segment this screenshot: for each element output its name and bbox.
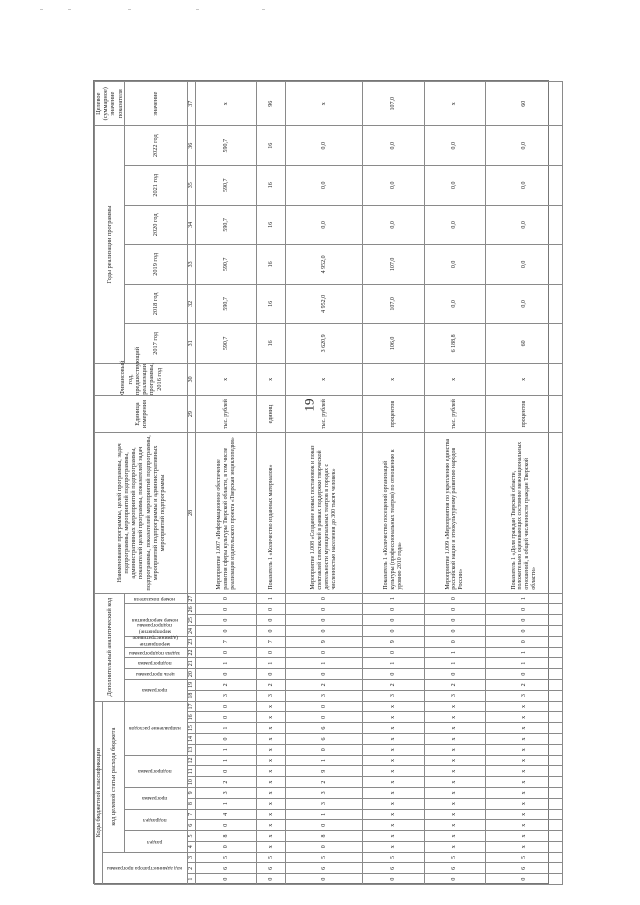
code-cell: 1 [285,755,363,766]
code-cell: 3 [424,690,485,701]
table-row [285,82,363,885]
code-cell: x [363,744,424,755]
code-cell: 0 [424,636,485,647]
goal-header: цель программы [124,669,187,680]
code-cell: 1 [257,593,285,604]
code-cell: 1 [196,798,257,809]
fin-prev-cell: x [485,363,563,395]
code-cell: x [485,809,563,820]
year-value-cell: 0,0 [285,126,363,166]
code-cell: 1 [363,593,424,604]
year-value-cell: 16 [257,245,285,285]
task-header: задача подпрограммы [124,647,187,658]
column-number: 35 [188,166,196,206]
code-cell: 0 [196,841,257,852]
code-cell: 0 [485,669,563,680]
code-cell: 9 [285,766,363,777]
year-value-cell: 0,0 [424,166,485,206]
column-number: 6 [188,820,196,831]
code-cell: 0 [196,734,257,745]
code-cell: 0 [424,615,485,626]
year-2022-header: 2022 год [124,126,187,166]
year-value-cell: 60 [485,324,563,364]
code-cell: 0 [363,669,424,680]
code-cell: x [363,841,424,852]
code-cell: 0 [196,647,257,658]
code-cell: 6 [285,723,363,734]
code-cell: 2 [257,679,285,690]
subprogram-ac-header: подпрограмма [124,658,187,669]
code-cell: 1 [196,658,257,669]
code-cell: 0 [485,874,563,885]
column-number: 18 [188,690,196,701]
table-row [196,82,257,885]
code-cell: 0 [285,647,363,658]
year-value-cell: 0,0 [424,205,485,245]
code-cell: 1 [196,755,257,766]
activity-number-header: номер мероприятия [124,604,187,636]
column-number: 1 [188,874,196,885]
code-cell: 6 [257,863,285,874]
target-cell: 107,0 [363,82,424,126]
column-number: 14 [188,734,196,745]
code-cell: 2 [285,679,363,690]
code-cell: 0 [363,626,424,637]
code-cell: 0 [257,647,285,658]
code-cell: x [424,841,485,852]
year-value-cell: 590,7 [196,126,257,166]
code-cell: 0 [257,874,285,885]
code-cell: x [363,809,424,820]
code-cell: x [424,777,485,788]
code-cell: 6 [285,863,363,874]
code-cell: x [485,755,563,766]
column-number: 4 [188,841,196,852]
year-value-cell: 0,0 [424,245,485,285]
column-number: 7 [188,809,196,820]
code-cell: x [257,712,285,723]
code-cell: x [257,787,285,798]
column-number: 12 [188,755,196,766]
code-cell: 0 [196,712,257,723]
code-cell: 0 [285,744,363,755]
year-2017-header: 2017 год [124,324,187,364]
codes-group-header: Коды бюджетной классификации [95,701,103,884]
column-number: 10 [188,777,196,788]
code-cell: x [363,766,424,777]
column-number: 20 [188,669,196,680]
code-cell: 3 [196,787,257,798]
code-cell: x [485,734,563,745]
code-cell: 0 [285,604,363,615]
code-cell: x [363,712,424,723]
code-cell: x [485,744,563,755]
unit-cell: процентов [485,396,563,433]
target-cell: 60 [485,82,563,126]
column-number: 16 [188,712,196,723]
column-number: 26 [188,604,196,615]
year-value-cell: 107,0 [363,245,424,285]
code-cell: x [257,831,285,842]
target-cell: x [424,82,485,126]
code-cell: x [485,787,563,798]
code-cell: 0 [285,701,363,712]
code-cell: x [257,841,285,852]
code-cell: 3 [285,787,363,798]
code-cell: 6 [363,863,424,874]
row-name: Показатель 1 «Количество изданных материалов» [257,433,285,594]
column-number: 29 [188,396,196,433]
code-cell: 1 [485,647,563,658]
code-cell: x [257,734,285,745]
target-cell: 96 [257,82,285,126]
year-value-cell: 16 [257,166,285,206]
program-ac-header: программа [124,679,187,701]
year-value-cell: 590,7 [196,205,257,245]
code-cell: 0 [285,626,363,637]
code-cell: x [485,777,563,788]
code-cell: 0 [424,669,485,680]
code-cell: x [363,701,424,712]
code-cell: 0 [485,604,563,615]
year-value-cell: 590,7 [196,245,257,285]
column-number: 23 [188,636,196,647]
code-cell: x [424,766,485,777]
code-cell: x [257,744,285,755]
target-cell: x [285,82,363,126]
column-number: 25 [188,615,196,626]
year-value-cell: 590,7 [196,284,257,324]
code-cell: 5 [424,852,485,863]
column-number: 22 [188,647,196,658]
row-name: Показатель 1 «Количество посещений организаций культуры (профессиональных театров) по отношению к уровню 2010 года» [363,433,424,594]
code-cell: 5 [257,852,285,863]
unit-cell: тыс. рублей [196,396,257,433]
code-cell: x [363,798,424,809]
row-name: Мероприятие 1.008 «Создание новых постановок и показ спектаклей спектаклей в рамках поддержки творческой деятельности муниципальных театров в городах с численностью населения до 300 тысяч человек» [285,433,363,594]
fin-prev-cell: x [257,363,285,395]
fin-prev-cell: x [363,363,424,395]
expense-direction-header: направление расходов [124,701,187,755]
budget-table-frame [93,80,549,884]
code-cell: x [485,712,563,723]
fin-prev-header: Финансовый год, предшествующий реализации программы, 2016 год [95,363,188,395]
column-number-row [188,82,196,885]
code-cell: x [485,798,563,809]
code-cell: 3 [285,798,363,809]
year-value-cell: 0,0 [363,166,424,206]
code-cell: x [363,777,424,788]
column-number: 21 [188,658,196,669]
column-number: 17 [188,701,196,712]
year-2019-header: 2019 год [124,245,187,285]
code-cell: 0 [196,701,257,712]
code-cell: x [485,820,563,831]
code-cell: 1 [257,658,285,669]
code-cell: x [485,766,563,777]
code-cell: 9 [285,636,363,647]
code-cell: 2 [363,679,424,690]
year-value-cell: 0,0 [485,166,563,206]
code-cell: 1 [363,658,424,669]
code-cell: x [424,701,485,712]
row-name: Мероприятие 1.009 «Мероприятия по укреплению единства российской нации и этнокультурному развитию народов России» [424,433,485,594]
code-cell: 0 [363,874,424,885]
code-cell: x [424,712,485,723]
unit-header: Единица измерения [95,396,188,433]
column-number: 15 [188,723,196,734]
code-cell: x [424,755,485,766]
code-cell: 1 [424,658,485,669]
code-cell: x [424,831,485,842]
code-cell: x [257,798,285,809]
year-value-cell: 107,0 [363,284,424,324]
code-cell: 0 [196,626,257,637]
code-cell: 2 [285,777,363,788]
code-cell: 7 [257,636,285,647]
code-cell: 0 [196,820,257,831]
code-cell: 0 [196,766,257,777]
code-cell: x [424,734,485,745]
year-value-cell: 0,0 [285,166,363,206]
indicator-number-header: номер показателя [124,593,187,604]
code-cell: 0 [257,604,285,615]
code-cell: 3 [196,690,257,701]
column-number: 28 [188,433,196,594]
target-group-header: Целевое (суммарное) значение показателя [95,82,125,126]
code-cell: x [257,777,285,788]
target-value-header: значение [124,82,187,126]
fin-prev-cell: x [285,363,363,395]
code-cell: 2 [485,679,563,690]
code-cell: 5 [196,852,257,863]
code-cell: 0 [363,615,424,626]
column-number: 27 [188,593,196,604]
year-value-cell: 0,0 [363,205,424,245]
fin-prev-cell: x [196,363,257,395]
code-cell: x [363,734,424,745]
code-cell: 0 [257,615,285,626]
table-row [424,82,485,885]
code-cell: 1 [285,658,363,669]
admin-code-header: код администратора программы [103,852,188,884]
year-value-cell: 16 [257,126,285,166]
year-value-cell: 16 [257,324,285,364]
code-cell: x [424,809,485,820]
code-cell: 3 [485,690,563,701]
page-number: 19 [301,398,317,412]
target-cell: x [196,82,257,126]
row-name: Мероприятие 1.007 «Информационное обеспечение развития сферы культуры Тверской области, в том числе реализация издательского проекта «Тверская энциклопедия» [196,433,257,594]
fin-prev-cell: x [424,363,485,395]
code-cell: x [363,787,424,798]
code-cell: x [485,701,563,712]
code-cell: 0 [285,820,363,831]
name-header: Наименование программы, целей программы, задач подпрограммы, мероприятий подпрограммы, административных мероприятий подпрограммы, показателей целей программы, показателей задач подпрограммы, показателей мероприятий подпрограммы, мероприятий подпрограммы и административных мероприятий подпрограммы [95,433,188,594]
code-cell: 6 [485,863,563,874]
code-cell: x [363,820,424,831]
code-cell: 0 [285,712,363,723]
code-cell: x [424,820,485,831]
code-cell: x [257,701,285,712]
subsection-header: подраздел [124,809,187,831]
code-cell: 0 [285,615,363,626]
code-cell: x [363,755,424,766]
code-cell: 2 [196,679,257,690]
code-cell: 0 [196,615,257,626]
code-cell: 0 [196,604,257,615]
code-cell: 0 [257,669,285,680]
code-cell: 1 [485,658,563,669]
year-value-cell: 106,0 [363,324,424,364]
code-cell: 1 [285,809,363,820]
column-number: 3 [188,852,196,863]
code-cell: x [485,723,563,734]
code-cell: 5 [363,852,424,863]
activity-header: мероприятие (административное мероприятие) подпрограммы [124,636,187,647]
column-number: 34 [188,205,196,245]
unit-cell: процентов [363,396,424,433]
column-number: 30 [188,363,196,395]
table-row [257,82,285,885]
rotated-table-container [94,81,550,885]
code-cell: x [424,787,485,798]
code-cell: 1 [424,647,485,658]
code-cell: 0 [196,669,257,680]
unit-cell: тыс. рублей [424,396,485,433]
code-cell: 9 [363,636,424,647]
column-number: 8 [188,798,196,809]
code-cell: 5 [485,852,563,863]
year-value-cell: 0,0 [424,284,485,324]
year-value-cell: 0,0 [485,126,563,166]
column-number: 5 [188,831,196,842]
column-number: 33 [188,245,196,285]
year-value-cell: 0,0 [363,126,424,166]
code-cell: 0 [363,647,424,658]
code-cell: 0 [285,874,363,885]
code-cell: x [424,723,485,734]
code-cell: x [257,809,285,820]
code-cell: x [424,744,485,755]
code-cell: 0 [285,841,363,852]
column-number: 31 [188,324,196,364]
row-name: Показатель 1 «Доля граждан Тверской области, положительно оценивающих состояние межнациональных отношений, в общей численности граждан Тверской области» [485,433,563,594]
extra-code-header: Дополнительный аналитический код [95,593,125,701]
year-value-cell: 3 620,9 [285,324,363,364]
code-cell: x [257,723,285,734]
code-cell: 1 [196,744,257,755]
year-value-cell: 0,0 [485,245,563,285]
code-cell: 3 [363,690,424,701]
column-number: 36 [188,126,196,166]
code-cell: 0 [485,626,563,637]
code-cell: 0 [257,626,285,637]
code-cell: 0 [424,874,485,885]
code-cell: 3 [257,690,285,701]
code-cell: 1 [196,723,257,734]
column-number: 11 [188,766,196,777]
year-2021-header: 2021 год [124,166,187,206]
column-number: 19 [188,679,196,690]
code-cell: 0 [485,615,563,626]
table-row [363,82,424,885]
year-value-cell: 4 952,0 [285,245,363,285]
column-number: 13 [188,744,196,755]
code-cell: 8 [196,831,257,842]
code-cell: x [363,831,424,842]
program-code-header: программа [124,787,187,809]
code-cell: 2 [424,679,485,690]
code-cell: 0 [424,626,485,637]
code-cell: 6 [196,863,257,874]
code-cell: x [257,820,285,831]
section-header: раздел [124,831,187,853]
year-2018-header: 2018 год [124,284,187,324]
code-cell: 0 [424,593,485,604]
column-number: 2 [188,863,196,874]
unit-cell: единиц [257,396,285,433]
code-cell: x [257,766,285,777]
code-cell: 7 [196,636,257,647]
code-cell: 2 [196,777,257,788]
year-value-cell: 590,7 [196,324,257,364]
years-group-header: Годы реализации программы [95,126,125,363]
year-value-cell: 4 952,0 [285,284,363,324]
year-value-cell: 16 [257,284,285,324]
unit-cell: тыс. рублей [285,396,363,433]
code-cell: 0 [285,669,363,680]
year-value-cell: 16 [257,205,285,245]
code-cell: 3 [285,690,363,701]
year-2020-header: 2020 год [124,205,187,245]
subprogram-code-header: подпрограмма [124,755,187,787]
code-cell: x [485,831,563,842]
code-cell: 0 [424,604,485,615]
code-cell: 0 [196,874,257,885]
column-number: 37 [188,82,196,126]
table-row [485,82,563,885]
code-cell: 1 [485,593,563,604]
code-cell: 6 [285,734,363,745]
year-value-cell: 0,0 [424,126,485,166]
year-value-cell: 6 188,8 [424,324,485,364]
code-cell: 4 [196,809,257,820]
expense-item-code-header: код целевой статьи расхода бюджета [103,701,125,852]
code-cell: 6 [424,863,485,874]
column-number: 24 [188,626,196,637]
year-value-cell: 0,0 [485,205,563,245]
year-value-cell: 0,0 [285,205,363,245]
code-cell: 8 [285,831,363,842]
column-number: 9 [188,787,196,798]
code-cell: 0 [285,593,363,604]
code-cell: x [424,798,485,809]
code-cell: 0 [363,604,424,615]
code-cell: x [485,841,563,852]
code-cell: x [257,755,285,766]
year-value-cell: 0,0 [485,284,563,324]
year-value-cell: 590,7 [196,166,257,206]
budget-program-table [94,81,563,885]
code-cell: 5 [285,852,363,863]
code-cell: x [363,723,424,734]
column-number: 32 [188,284,196,324]
code-cell: 0 [485,636,563,647]
code-cell: 0 [196,593,257,604]
